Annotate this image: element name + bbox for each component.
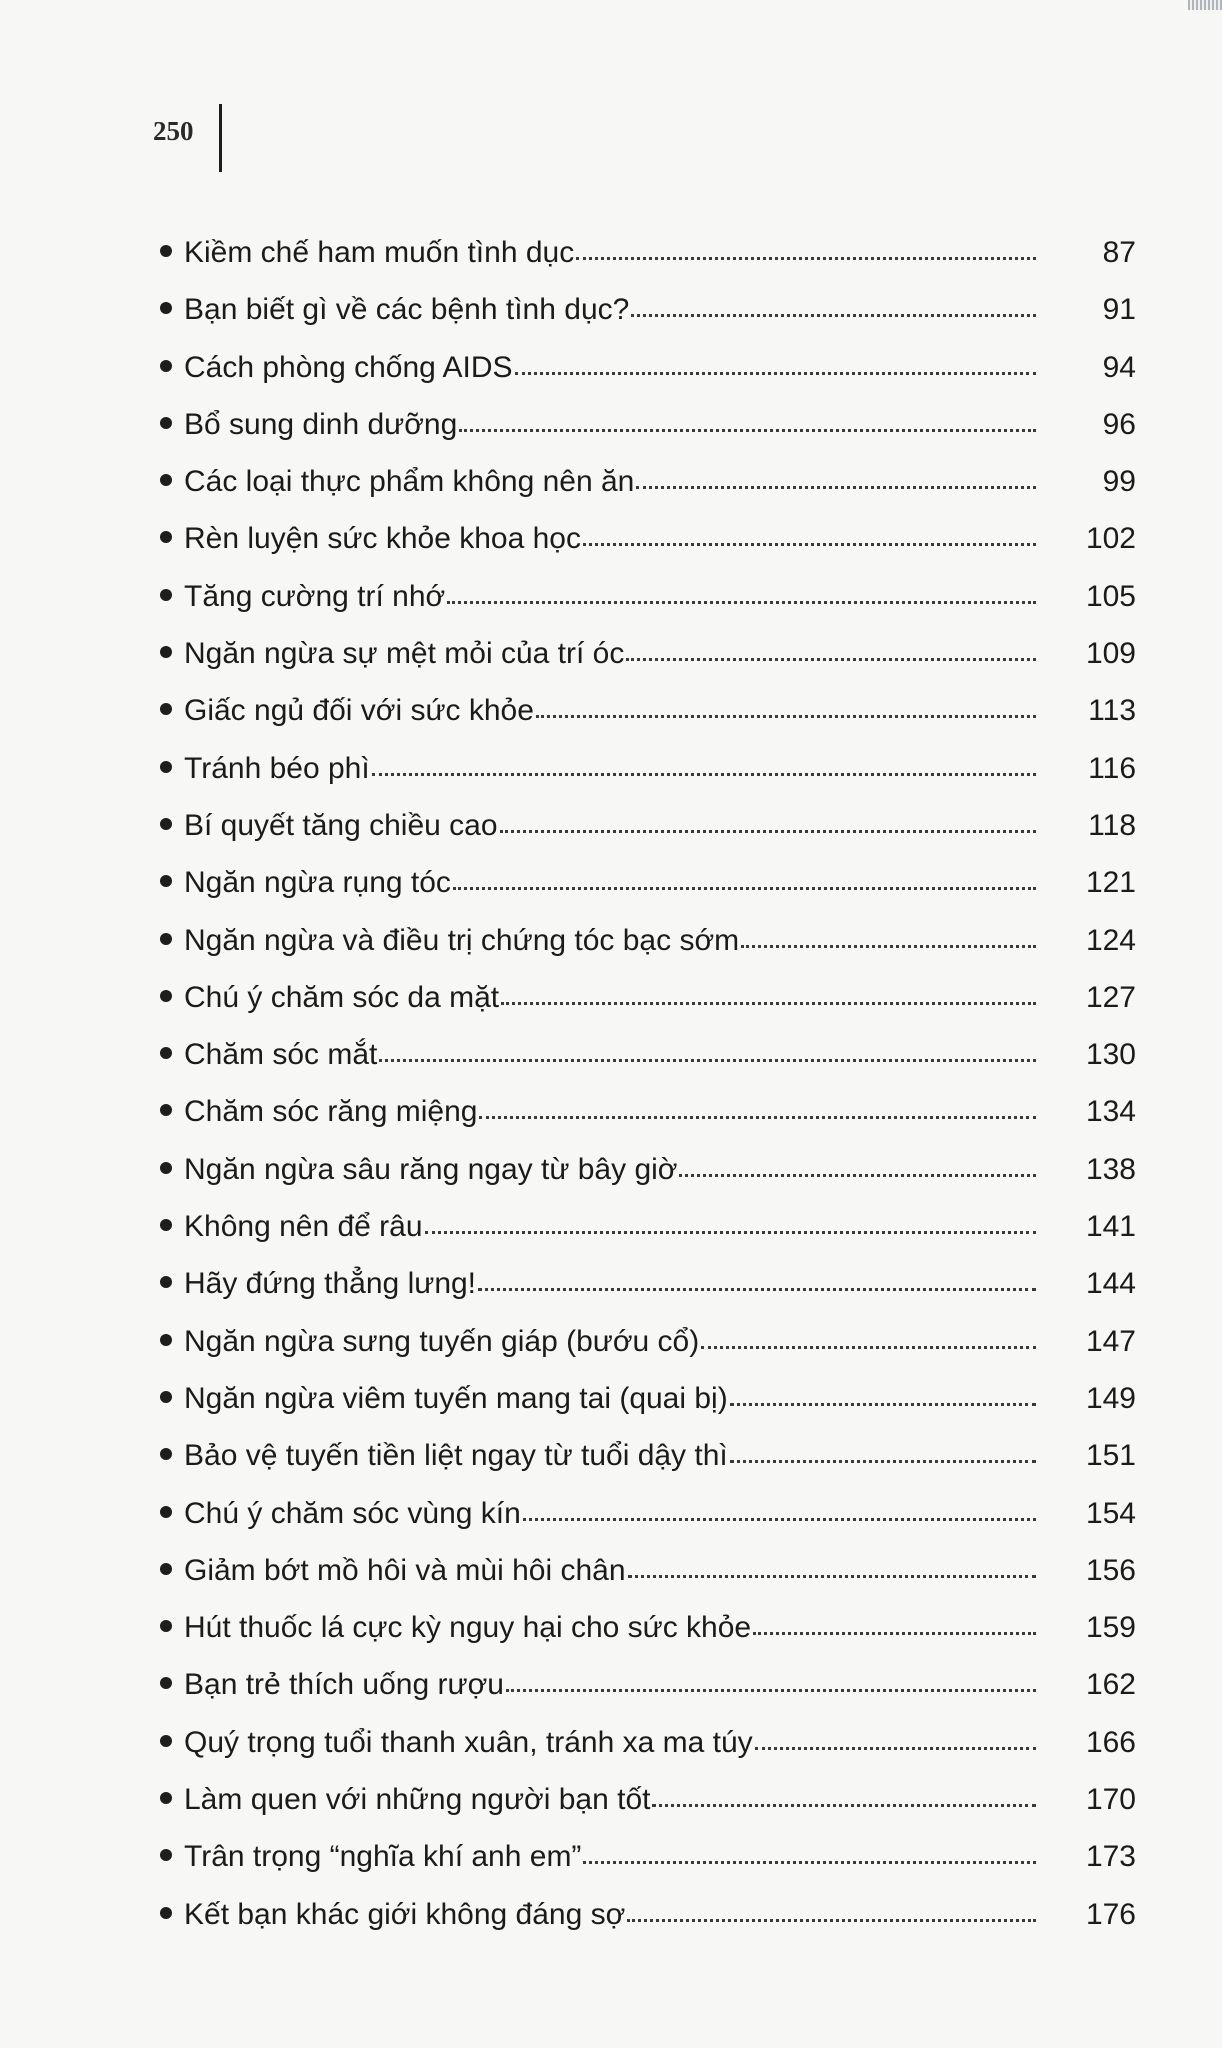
- bullet-icon: [160, 1907, 172, 1919]
- toc-entry-page-number: 162: [1085, 1668, 1136, 1702]
- toc-entry-title: Tăng cường trí nhớ: [184, 579, 446, 613]
- toc-entry-title: Ngăn ngừa sự mệt mỏi của trí óc: [184, 637, 625, 671]
- toc-entry-title: Hãy đứng thẳng lưng!: [184, 1267, 477, 1301]
- page-number: 250: [153, 116, 194, 146]
- toc-entry-title: Giảm bớt mồ hôi và mùi hôi chân: [184, 1553, 626, 1587]
- bullet-icon: [160, 1334, 172, 1346]
- dot-leader: [755, 1745, 1036, 1750]
- toc-entry-page-number: 141: [1085, 1210, 1136, 1244]
- toc-entry-title: Ngăn ngừa viêm tuyến mang tai (quai bị): [184, 1381, 728, 1415]
- toc-entry: [160, 1837, 1136, 1894]
- bullet-icon: [160, 933, 172, 945]
- bullet-icon: [160, 1506, 172, 1518]
- dot-leader: [730, 1458, 1036, 1463]
- toc-entry-page-number: 96: [1102, 407, 1136, 441]
- toc-entry: [160, 348, 1136, 405]
- dot-leader: [500, 828, 1036, 833]
- toc-entry: [160, 462, 1136, 519]
- bullet-icon: [160, 818, 172, 830]
- toc-entry-page-number: 166: [1085, 1725, 1136, 1759]
- dot-leader: [515, 370, 1036, 375]
- bullet-icon: [160, 474, 172, 486]
- toc-entry: [160, 577, 1136, 634]
- dot-leader: [583, 1859, 1036, 1864]
- toc-entry: [160, 1895, 1136, 1952]
- toc-entry: [160, 806, 1136, 863]
- bullet-icon: [160, 417, 172, 429]
- toc-entry: [160, 1723, 1136, 1780]
- bullet-icon: [160, 302, 172, 314]
- dot-leader: [447, 599, 1036, 604]
- toc-entry: [160, 1150, 1136, 1207]
- dot-leader: [636, 484, 1036, 489]
- bullet-icon: [160, 1276, 172, 1288]
- toc-entry: [160, 921, 1136, 978]
- bullet-icon: [160, 1792, 172, 1804]
- toc-entry-title: Bảo vệ tuyến tiền liệt ngay từ tuổi dậy thì: [184, 1439, 728, 1473]
- toc-entry: [160, 1207, 1136, 1264]
- toc-entry-page-number: 176: [1085, 1897, 1136, 1931]
- toc-entry-page-number: 156: [1085, 1553, 1136, 1587]
- dot-leader: [523, 1516, 1036, 1521]
- toc-entry: [160, 1035, 1136, 1092]
- toc-entry-page-number: 99: [1102, 465, 1136, 499]
- toc-entry: [160, 1665, 1136, 1722]
- toc-entry-title: Ngăn ngừa sưng tuyến giáp (bướu cổ): [184, 1324, 700, 1358]
- toc-entry-page-number: 144: [1085, 1267, 1136, 1301]
- dot-leader: [536, 713, 1036, 718]
- bullet-icon: [160, 1849, 172, 1861]
- toc-entry-page-number: 154: [1085, 1496, 1136, 1530]
- toc-entry-page-number: 94: [1102, 350, 1136, 384]
- bullet-icon: [160, 245, 172, 257]
- toc-entry: [160, 749, 1136, 806]
- bullet-icon: [160, 761, 172, 773]
- dot-leader: [628, 1573, 1036, 1578]
- toc-entry: [160, 1322, 1136, 1379]
- toc-entry-page-number: 138: [1085, 1152, 1136, 1186]
- toc-entry-title: Không nên để râu: [184, 1210, 423, 1244]
- toc-entry-page-number: 149: [1085, 1381, 1136, 1415]
- toc-entry: [160, 863, 1136, 920]
- dot-leader: [453, 885, 1036, 890]
- toc-entry-page-number: 118: [1088, 808, 1136, 842]
- toc-entry-title: Bổ sung dinh dưỡng: [184, 407, 458, 441]
- toc-entry-title: Ngăn ngừa và điều trị chứng tóc bạc sớm: [184, 923, 740, 957]
- bullet-icon: [160, 360, 172, 372]
- toc-entry-title: Hút thuốc lá cực kỳ nguy hại cho sức khỏe: [184, 1611, 752, 1645]
- toc-entry: [160, 233, 1136, 290]
- toc-entry-page-number: 151: [1085, 1439, 1136, 1473]
- dot-leader: [506, 1687, 1036, 1692]
- toc-entry-title: Kiềm chế ham muốn tình dục: [184, 236, 575, 269]
- toc-entry: [160, 691, 1136, 748]
- page-header: [153, 104, 222, 172]
- toc-entry-page-number: 105: [1085, 579, 1136, 613]
- bullet-icon: [160, 1563, 172, 1575]
- dot-leader: [701, 1344, 1036, 1349]
- toc-entry-page-number: 87: [1102, 236, 1136, 269]
- toc-entry: [160, 290, 1136, 347]
- header-vertical-rule: [219, 104, 222, 172]
- toc-entry-title: Giấc ngủ đối với sức khỏe: [184, 694, 534, 728]
- bullet-icon: [160, 1735, 172, 1747]
- dot-leader: [576, 255, 1036, 260]
- toc-entry-page-number: 113: [1088, 694, 1136, 728]
- toc-entry-title: Rèn luyện sức khỏe khoa học: [184, 522, 581, 556]
- toc-entry: [160, 1379, 1136, 1436]
- toc-entry-title: Chú ý chăm sóc vùng kín: [184, 1496, 521, 1530]
- toc-entry-title: Chăm sóc mắt: [184, 1038, 378, 1072]
- toc-entry-page-number: 147: [1085, 1324, 1136, 1358]
- toc-entry-page-number: 109: [1085, 637, 1136, 671]
- toc-entry-title: Bạn biết gì về các bệnh tình dục?: [184, 293, 630, 327]
- toc-entry-title: Tránh béo phì: [184, 751, 370, 785]
- toc-entry: [160, 405, 1136, 462]
- toc-entry-title: Quý trọng tuổi thanh xuân, tránh xa ma túy: [184, 1725, 753, 1759]
- bullet-icon: [160, 1047, 172, 1059]
- toc-entry: [160, 1608, 1136, 1665]
- dot-leader: [425, 1229, 1036, 1234]
- bullet-icon: [160, 703, 172, 715]
- toc-entry-page-number: 116: [1088, 751, 1136, 785]
- bullet-icon: [160, 990, 172, 1002]
- toc-entry-title: Bạn trẻ thích uống rượu: [184, 1668, 504, 1702]
- toc-entry: [160, 1436, 1136, 1493]
- toc-entry-page-number: 121: [1085, 866, 1136, 900]
- bullet-icon: [160, 589, 172, 601]
- dot-leader: [679, 1172, 1036, 1177]
- toc-entry-page-number: 170: [1085, 1783, 1136, 1817]
- binding-mark: [1188, 0, 1222, 10]
- toc-entry-title: Chăm sóc răng miệng: [184, 1095, 478, 1129]
- toc-entry: [160, 1780, 1136, 1837]
- dot-leader: [652, 1802, 1036, 1807]
- table-of-contents: [160, 233, 1136, 1952]
- toc-entry: [160, 1494, 1136, 1551]
- toc-entry: [160, 978, 1136, 1035]
- toc-entry-title: Ngăn ngừa rụng tóc: [184, 866, 451, 900]
- bullet-icon: [160, 1391, 172, 1403]
- dot-leader: [459, 427, 1036, 432]
- dot-leader: [753, 1630, 1036, 1635]
- bullet-icon: [160, 1620, 172, 1632]
- dot-leader: [730, 1401, 1036, 1406]
- dot-leader: [501, 1000, 1036, 1005]
- toc-entry-page-number: 130: [1085, 1038, 1136, 1072]
- toc-entry: [160, 519, 1136, 576]
- toc-entry-title: Kết bạn khác giới không đáng sợ: [184, 1897, 626, 1931]
- dot-leader: [478, 1286, 1036, 1291]
- bullet-icon: [160, 1162, 172, 1174]
- dot-leader: [479, 1114, 1036, 1119]
- bullet-icon: [160, 875, 172, 887]
- toc-entry-page-number: 91: [1102, 293, 1136, 327]
- dot-leader: [741, 943, 1036, 948]
- toc-entry-page-number: 159: [1085, 1611, 1136, 1645]
- dot-leader: [627, 1917, 1036, 1922]
- toc-entry-page-number: 134: [1085, 1095, 1136, 1129]
- toc-entry-page-number: 124: [1085, 923, 1136, 957]
- toc-entry: [160, 634, 1136, 691]
- dot-leader: [583, 541, 1036, 546]
- dot-leader: [631, 312, 1036, 317]
- toc-entry-title: Trân trọng “nghĩa khí anh em”: [184, 1840, 582, 1874]
- dot-leader: [379, 1057, 1036, 1062]
- toc-entry: [160, 1264, 1136, 1321]
- toc-entry-title: Chú ý chăm sóc da mặt: [184, 980, 500, 1014]
- toc-entry-title: Bí quyết tăng chiều cao: [184, 808, 498, 842]
- bullet-icon: [160, 1219, 172, 1231]
- dot-leader: [626, 656, 1036, 661]
- toc-entry-title: Cách phòng chống AIDS: [184, 350, 513, 384]
- toc-entry: [160, 1551, 1136, 1608]
- bullet-icon: [160, 1448, 172, 1460]
- dot-leader: [372, 771, 1036, 776]
- toc-entry-page-number: 127: [1085, 980, 1136, 1014]
- toc-entry-title: Làm quen với những người bạn tốt: [184, 1783, 651, 1817]
- bullet-icon: [160, 646, 172, 658]
- toc-entry-page-number: 102: [1085, 522, 1136, 556]
- toc-entry-title: Các loại thực phẩm không nên ăn: [184, 465, 635, 499]
- toc-entry-title: Ngăn ngừa sâu răng ngay từ bây giờ: [184, 1152, 678, 1186]
- bullet-icon: [160, 531, 172, 543]
- toc-entry: [160, 1092, 1136, 1149]
- bullet-icon: [160, 1104, 172, 1116]
- bullet-icon: [160, 1677, 172, 1689]
- toc-entry-page-number: 173: [1085, 1840, 1136, 1874]
